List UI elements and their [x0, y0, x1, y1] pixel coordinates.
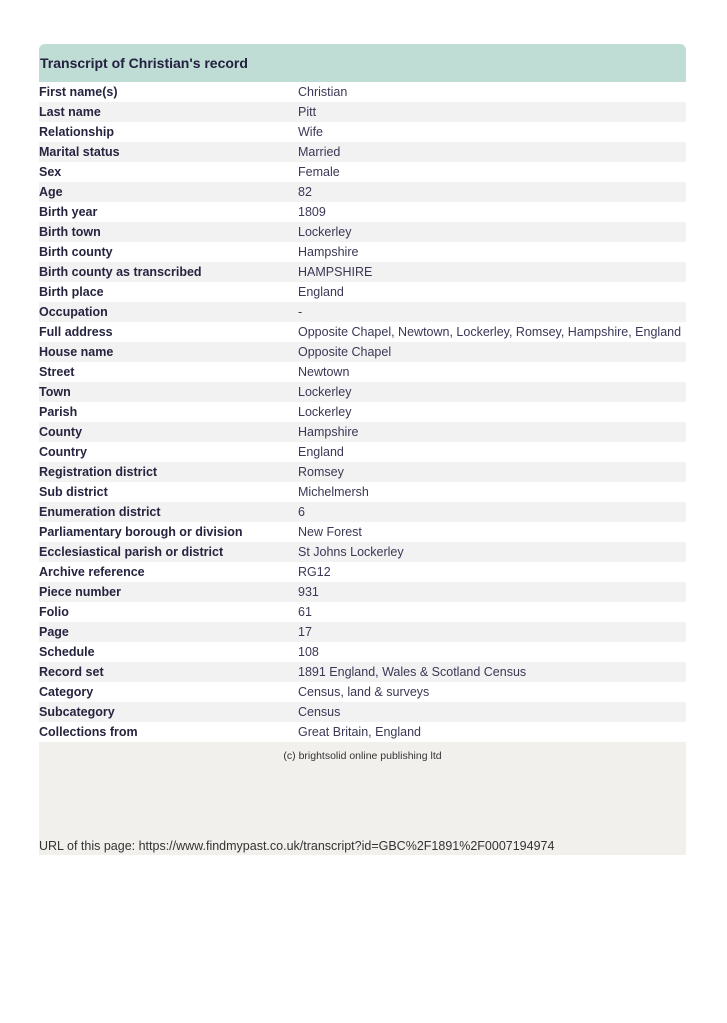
table-row	[39, 722, 686, 742]
transcript-header	[39, 44, 686, 82]
table-row	[39, 322, 686, 342]
field-value: England	[298, 285, 344, 299]
field-label: Age	[39, 185, 63, 199]
table-row	[39, 642, 686, 662]
table-row	[39, 422, 686, 442]
field-label: Occupation	[39, 305, 108, 319]
field-value: Married	[298, 145, 341, 159]
table-row	[39, 382, 686, 402]
field-value: Romsey	[298, 465, 344, 479]
table-row	[39, 502, 686, 522]
page-title: Transcript of Christian's record	[40, 55, 248, 71]
field-value: 108	[298, 645, 319, 659]
table-row	[39, 542, 686, 562]
footer	[39, 742, 686, 855]
field-value: Female	[298, 165, 340, 179]
field-label: Marital status	[39, 145, 120, 159]
transcript-card	[39, 44, 686, 855]
field-value: 82	[298, 185, 312, 199]
field-value: -	[298, 305, 303, 319]
table-row	[39, 202, 686, 222]
field-value: 17	[298, 625, 312, 639]
field-value: RG12	[298, 565, 331, 579]
field-label: Birth year	[39, 205, 98, 219]
field-value: 1891 England, Wales & Scotland Census	[298, 665, 527, 679]
field-label: Last name	[39, 105, 101, 119]
table-row	[39, 182, 686, 202]
field-value: Wife	[298, 125, 323, 139]
field-value: Lockerley	[298, 225, 352, 239]
field-label: Street	[39, 365, 75, 379]
table-row	[39, 402, 686, 422]
table-row	[39, 662, 686, 682]
field-value: 931	[298, 585, 319, 599]
field-label: Sex	[39, 165, 62, 179]
field-value: HAMPSHIRE	[298, 265, 373, 279]
record-table	[39, 82, 686, 742]
field-label: Schedule	[39, 645, 95, 659]
table-row	[39, 702, 686, 722]
table-row	[39, 562, 686, 582]
field-label: Relationship	[39, 125, 115, 139]
field-label: County	[39, 425, 83, 439]
field-label: Town	[39, 385, 71, 399]
field-value: Opposite Chapel	[298, 345, 392, 359]
field-label: Parliamentary borough or division	[39, 525, 243, 539]
field-value: Census	[298, 705, 341, 719]
table-row	[39, 162, 686, 182]
field-label: Category	[39, 685, 94, 699]
field-value: Newtown	[298, 365, 350, 379]
copyright-text: (c) brightsolid online publishing ltd	[283, 750, 442, 762]
field-label: Collections from	[39, 725, 138, 739]
page-url: URL of this page: https://www.findmypast.co.uk/transcript?id=GBC%2F1891%2F0007194974	[39, 839, 555, 853]
field-label: Record set	[39, 665, 104, 679]
field-label: Folio	[39, 605, 69, 619]
table-row	[39, 622, 686, 642]
table-row	[39, 262, 686, 282]
field-value: England	[298, 445, 344, 459]
table-row	[39, 242, 686, 262]
table-row	[39, 682, 686, 702]
table-row	[39, 602, 686, 622]
field-label: Piece number	[39, 585, 121, 599]
field-label: Subcategory	[39, 705, 115, 719]
field-value: Lockerley	[298, 405, 352, 419]
field-value: St Johns Lockerley	[298, 545, 404, 559]
field-value: 1809	[298, 205, 326, 219]
field-value: Hampshire	[298, 245, 359, 259]
field-value: Opposite Chapel, Newtown, Lockerley, Romsey, Hampshire, England	[298, 325, 682, 339]
field-label: Full address	[39, 325, 113, 339]
field-label: Birth county as transcribed	[39, 265, 202, 279]
field-value: 61	[298, 605, 312, 619]
field-value: Census, land & surveys	[298, 685, 430, 699]
table-row	[39, 362, 686, 382]
field-value: Christian	[298, 85, 348, 99]
table-row	[39, 442, 686, 462]
field-value: Michelmersh	[298, 485, 369, 499]
field-value: 6	[298, 505, 305, 519]
field-label: House name	[39, 345, 114, 359]
table-row	[39, 82, 686, 102]
field-label: Parish	[39, 405, 78, 419]
field-label: First name(s)	[39, 85, 118, 99]
field-label: Birth county	[39, 245, 113, 259]
field-value: Pitt	[298, 105, 317, 119]
table-row	[39, 142, 686, 162]
field-value: New Forest	[298, 525, 362, 539]
field-label: Registration district	[39, 465, 158, 479]
table-row	[39, 482, 686, 502]
field-label: Page	[39, 625, 69, 639]
field-label: Country	[39, 445, 87, 459]
table-row	[39, 222, 686, 242]
field-label: Birth town	[39, 225, 101, 239]
table-row	[39, 582, 686, 602]
table-row	[39, 342, 686, 362]
field-label: Archive reference	[39, 565, 145, 579]
field-label: Enumeration district	[39, 505, 161, 519]
field-label: Ecclesiastical parish or district	[39, 545, 224, 559]
table-row	[39, 122, 686, 142]
field-label: Birth place	[39, 285, 104, 299]
field-label: Sub district	[39, 485, 108, 499]
table-row	[39, 522, 686, 542]
field-value: Lockerley	[298, 385, 352, 399]
table-row	[39, 102, 686, 122]
field-value: Hampshire	[298, 425, 359, 439]
field-value: Great Britain, England	[298, 725, 421, 739]
table-row	[39, 302, 686, 322]
table-row	[39, 462, 686, 482]
table-row	[39, 282, 686, 302]
